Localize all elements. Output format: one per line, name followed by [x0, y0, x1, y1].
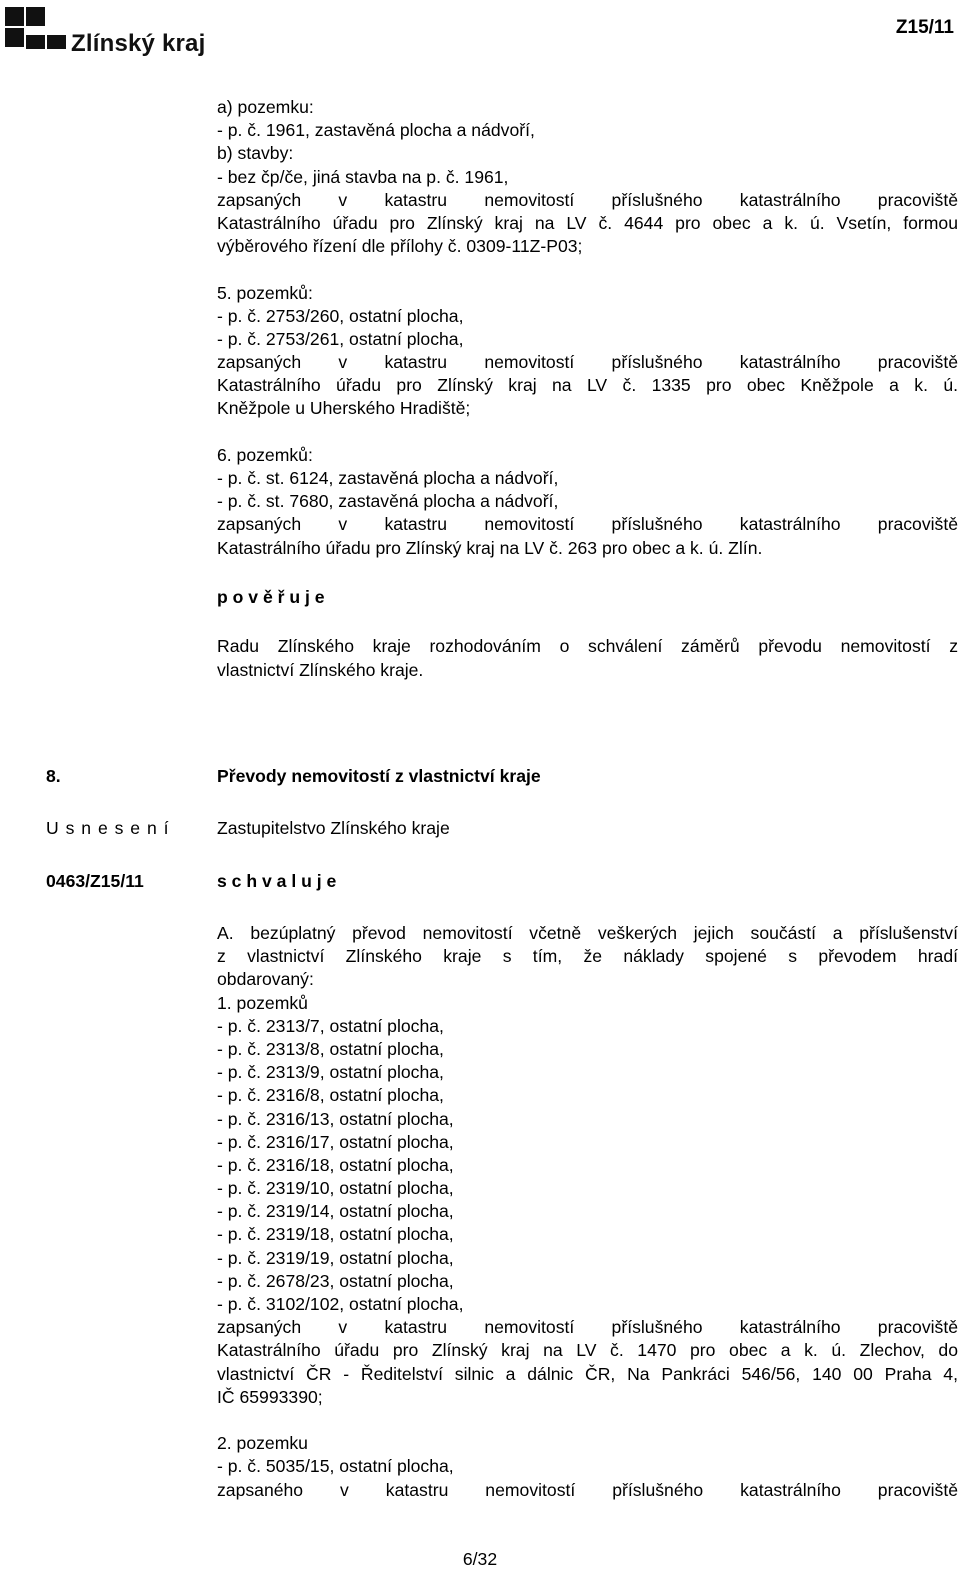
- text-line: 6. pozemků:: [217, 444, 313, 465]
- text-line: zapsaných v katastru nemovitostí příslušného katastrálního pracoviště: [217, 352, 958, 373]
- text-line: Katastrálního úřadu pro Zlínský kraj na LV č. 263 pro obec a k. ú. Zlín.: [217, 537, 763, 558]
- resolution-body: [217, 922, 958, 1502]
- text-line: z vlastnictví Zlínského kraje s tím, že náklady spojené s převodem hradí: [217, 946, 958, 967]
- list-item: - p. č. 2316/13, ostatní plocha,: [217, 1108, 454, 1129]
- text-line: - p. č. st. 7680, zastavěná plocha a nádvoří,: [217, 491, 559, 512]
- list-item: - p. č. 2316/17, ostatní plocha,: [217, 1131, 454, 1152]
- text-line: Katastrálního úřadu pro Zlínský kraj na LV č. 1470 pro obec a k. ú. Zlechov, do: [217, 1340, 958, 1361]
- text-line: zapsaného v katastru nemovitostí příslušného katastrálního pracoviště: [217, 1479, 958, 1500]
- list-item: 1. pozemků: [217, 992, 308, 1013]
- list-item: - p. č. 3102/102, ostatní plocha,: [217, 1294, 464, 1314]
- text-line: - bez čp/če, jiná stavba na p. č. 1961,: [217, 166, 509, 187]
- logo-squares-icon: [5, 7, 65, 55]
- resolution-code: 0463/Z15/11: [46, 871, 144, 891]
- list-item: - p. č. 2319/10, ostatní plocha,: [217, 1178, 454, 1199]
- text-line: - p. č. st. 6124, zastavěná plocha a nádvoří,: [217, 468, 559, 488]
- list-item: - p. č. 2313/8, ostatní plocha,: [217, 1038, 444, 1059]
- text-line: obdarovaný:: [217, 969, 314, 990]
- list-item: - p. č. 2319/14, ostatní plocha,: [217, 1201, 454, 1222]
- page-number: 6/32: [462, 1549, 498, 1569]
- text-line: b) stavby:: [217, 143, 294, 164]
- text-line: - p. č. 1961, zastavěná plocha a nádvoří,: [217, 120, 535, 141]
- list-item: - p. č. 2316/8, ostatní plocha,: [217, 1085, 444, 1106]
- text-line: zapsaných v katastru nemovitostí příslušného katastrálního pracoviště: [217, 189, 958, 210]
- list-item: - p. č. 2678/23, ostatní plocha,: [217, 1270, 454, 1291]
- text-line: - p. č. 2753/261, ostatní plocha,: [217, 328, 464, 349]
- text-line: A. bezúplatný převod nemovitostí včetně veškerých jejich součástí a příslušenství: [217, 923, 958, 943]
- text-line: Radu Zlínského kraje rozhodováním o schválení záměrů převodu nemovitostí z: [217, 636, 958, 657]
- document-code: Z15/11: [895, 17, 954, 38]
- list-item: 2. pozemku: [217, 1433, 308, 1454]
- schvaluje-heading: s c h v a l u j e: [217, 871, 337, 891]
- text-line: zapsaných v katastru nemovitostí příslušného katastrálního pracoviště: [217, 1317, 958, 1338]
- assembly-body: Zastupitelstvo Zlínského kraje: [217, 818, 450, 838]
- section-title: Převody nemovitostí z vlastnictví kraje: [217, 766, 541, 786]
- text-line: a) pozemku:: [217, 97, 314, 117]
- list-item: - p. č. 2319/19, ostatní plocha,: [217, 1247, 454, 1268]
- text-line: Katastrálního úřadu pro Zlínský kraj na LV č. 1335 pro obec Kněžpole a k. ú.: [217, 375, 958, 396]
- list-item: - p. č. 2313/7, ostatní plocha,: [217, 1015, 444, 1036]
- text-line: vlastnictví ČR - Ředitelství silnic a dálnic ČR, Na Pankráci 546/56, 140 00 Praha 4,: [217, 1363, 958, 1384]
- text-line: Kněžpole u Uherského Hradiště;: [217, 398, 471, 419]
- list-item: - p. č. 5035/15, ostatní plocha,: [217, 1456, 454, 1477]
- text-line: Katastrálního úřadu pro Zlínský kraj na LV č. 4644 pro obec a k. ú. Vsetín, formou: [217, 212, 958, 233]
- section-number: 8.: [46, 766, 61, 786]
- document-body: [217, 96, 958, 682]
- logo-text: Zlínský kraj: [71, 30, 206, 57]
- text-line: výběrového řízení dle přílohy č. 0309-11Z-P03;: [217, 236, 583, 257]
- text-line: - p. č. 2753/260, ostatní plocha,: [217, 305, 464, 326]
- text-line: vlastnictví Zlínského kraje.: [217, 659, 424, 680]
- list-item: - p. č. 2316/18, ostatní plocha,: [217, 1154, 454, 1175]
- text-line: IČ 65993390;: [217, 1386, 323, 1407]
- usneseni-label: U s n e s e n í: [46, 818, 170, 838]
- text-line: zapsaných v katastru nemovitostí příslušného katastrálního pracoviště: [217, 514, 958, 535]
- poveruje-heading: p o v ě ř u j e: [217, 586, 325, 607]
- text-line: 5. pozemků:: [217, 282, 313, 303]
- list-item: - p. č. 2313/9, ostatní plocha,: [217, 1062, 444, 1083]
- list-item: - p. č. 2319/18, ostatní plocha,: [217, 1224, 454, 1245]
